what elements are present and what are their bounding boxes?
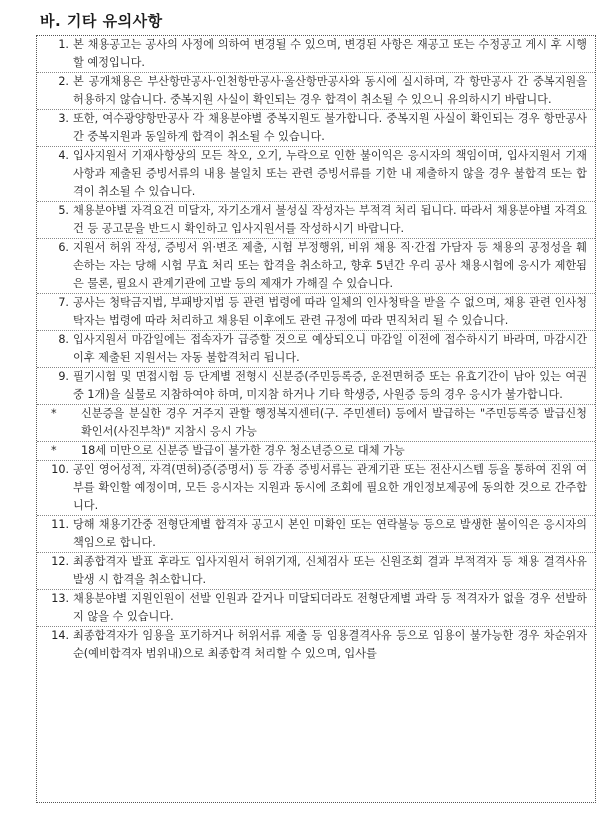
notice-item — [37, 553, 595, 590]
item-text: 공사는 청탁금지법, 부패방지법 등 관련 법령에 따라 일체의 인사청탁을 받을 수 없으며, 채용 관련 인사청탁자는 법령에 따라 처리하고 채용된 이후에도 관련 규정에 따라 면직처리 될 수 있습니다. — [73, 296, 587, 327]
item-number: 5. — [58, 204, 69, 217]
notice-item — [37, 73, 595, 110]
item-text: 18세 미만으로 신분증 발급이 불가한 경우 청소년증으로 대체 가능 — [81, 444, 405, 457]
note-bullet: * — [51, 444, 57, 457]
item-number: 1. — [58, 38, 69, 51]
item-text: 최종합격자 발표 후라도 입사지원서 허위기재, 신체검사 또는 신원조회 결과 부적격자 등 채용 결격사유 발생 시 합격을 취소합니다. — [73, 555, 587, 586]
notice-list — [37, 36, 595, 663]
item-text: 채용분야별 지원인원이 선발 인원과 같거나 미달되더라도 전형단계별 과락 등 적격자가 없을 경우 선발하지 않을 수 있습니다. — [73, 592, 587, 623]
item-text: 당해 채용기간중 전형단계별 합격자 공고시 본인 미확인 또는 연락불능 등으로 발생한 불이익은 응시자의 책임으로 합니다. — [73, 518, 587, 549]
item-text: 또한, 여수광양항만공사 각 채용분야별 중복지원도 불가합니다. 중복지원 사실이 확인되는 경우 항만공사간 중복지원과 동일하게 합격이 취소될 수 있습니다. — [73, 112, 587, 143]
item-text: 필기시험 및 면접시험 등 단계별 전형시 신분증(주민등록증, 운전면허증 또는 유효기간이 남아 있는 여권 중 1개)을 실물로 지참하여야 하며, 미지참 하거나 기타 학생증, 사원증 등의 경우 응시가 불가합니다. — [73, 370, 587, 401]
item-number: 10. — [51, 463, 69, 476]
notice-item — [37, 331, 595, 368]
item-text: 최종합격자가 임용을 포기하거나 허위서류 제출 등 임용결격사유 등으로 임용이 불가능한 경우 차순위자순(예비합격자 범위내)으로 최종합격 처리할 수 있으며, 입사를 — [73, 629, 587, 660]
item-text: 입사지원서 마감일에는 접속자가 급증할 것으로 예상되오니 마감일 이전에 접수하시기 바라며, 마감시간 이후 제출된 지원서는 자동 불합격처리 됩니다. — [73, 333, 587, 364]
item-number: 14. — [51, 629, 69, 642]
item-number: 8. — [58, 333, 69, 346]
item-text: 채용분야별 자격요건 미달자, 자기소개서 불성실 작성자는 부적격 처리 됩니다. 따라서 채용분야별 자격요건 등 공고문을 반드시 확인하고 입사지원서를 작성하시기 바랍니다. — [73, 204, 587, 235]
item-number: 3. — [58, 112, 69, 125]
item-text: 본 채용공고는 공사의 사정에 의하여 변경될 수 있으며, 변경된 사항은 재공고 또는 수정공고 게시 후 시행할 예정입니다. — [73, 38, 587, 69]
item-number: 2. — [58, 75, 69, 88]
item-number: 4. — [58, 149, 69, 162]
item-text: 본 공개채용은 부산항만공사·인천항만공사·울산항만공사와 동시에 실시하며, 각 항만공사 간 중복지원을 허용하지 않습니다. 중복지원 사실이 확인되는 경우 합격이 취소될 수 있으니 유의하시기 바랍니다. — [73, 75, 587, 106]
note-bullet: * — [51, 407, 57, 420]
item-text: 공인 영어성적, 자격(면허)증(증명서) 등 각종 증빙서류는 관계기관 또는 전산시스템 등을 통하여 진위 여부를 확인할 예정이며, 모든 응시자는 지원과 동시에 조회에 필요한 개인정보제공에 동의한 것으로 간주합니다. — [73, 463, 587, 512]
notice-item — [37, 110, 595, 147]
item-number: 6. — [58, 241, 69, 254]
notice-item — [37, 294, 595, 331]
section-title: 바. 기타 유의사항 — [40, 12, 163, 30]
notice-item — [37, 627, 595, 663]
notice-item — [37, 590, 595, 627]
item-text: 지원서 허위 작성, 증빙서 위·변조 제출, 시험 부정행위, 비위 채용 직·간접 가담자 등 채용의 공정성을 훼손하는 자는 당해 시험 무효 처리 또는 합격을 취소하고, 향후 5년간 우리 공사 채용시험에 응시가 제한됨은 물론, 필요시 관계기관에 고발 등의 제재가 가해질 수 있습니다. — [73, 241, 587, 290]
notice-item — [37, 36, 595, 73]
item-number: 9. — [58, 370, 69, 383]
notice-item — [37, 147, 595, 202]
notice-item — [37, 461, 595, 516]
item-number: 7. — [58, 296, 69, 309]
note-item — [37, 442, 595, 461]
item-number: 13. — [51, 592, 69, 605]
notice-item — [37, 368, 595, 405]
note-item — [37, 405, 595, 442]
item-number: 11. — [51, 518, 69, 531]
item-number: 12. — [51, 555, 69, 568]
item-text: 입사지원서 기재사항상의 모든 착오, 오기, 누락으로 인한 불이익은 응시자의 책임이며, 입사지원서 기재사항과 제출된 증빙서류의 내용 불일치 또는 관련 증빙서류를 기한 내 제출하지 않을 경우 불합격 또는 합격이 취소될 수 있습니다. — [73, 149, 587, 198]
notice-item — [37, 202, 595, 239]
item-text: 신분증을 분실한 경우 거주지 관할 행정복지센터(구. 주민센터) 등에서 발급하는 "주민등록증 발급신청 확인서(사진부착)" 지참시 응시 가능 — [81, 407, 587, 438]
notice-item — [37, 239, 595, 294]
notice-item — [37, 516, 595, 553]
notice-box — [36, 35, 596, 803]
